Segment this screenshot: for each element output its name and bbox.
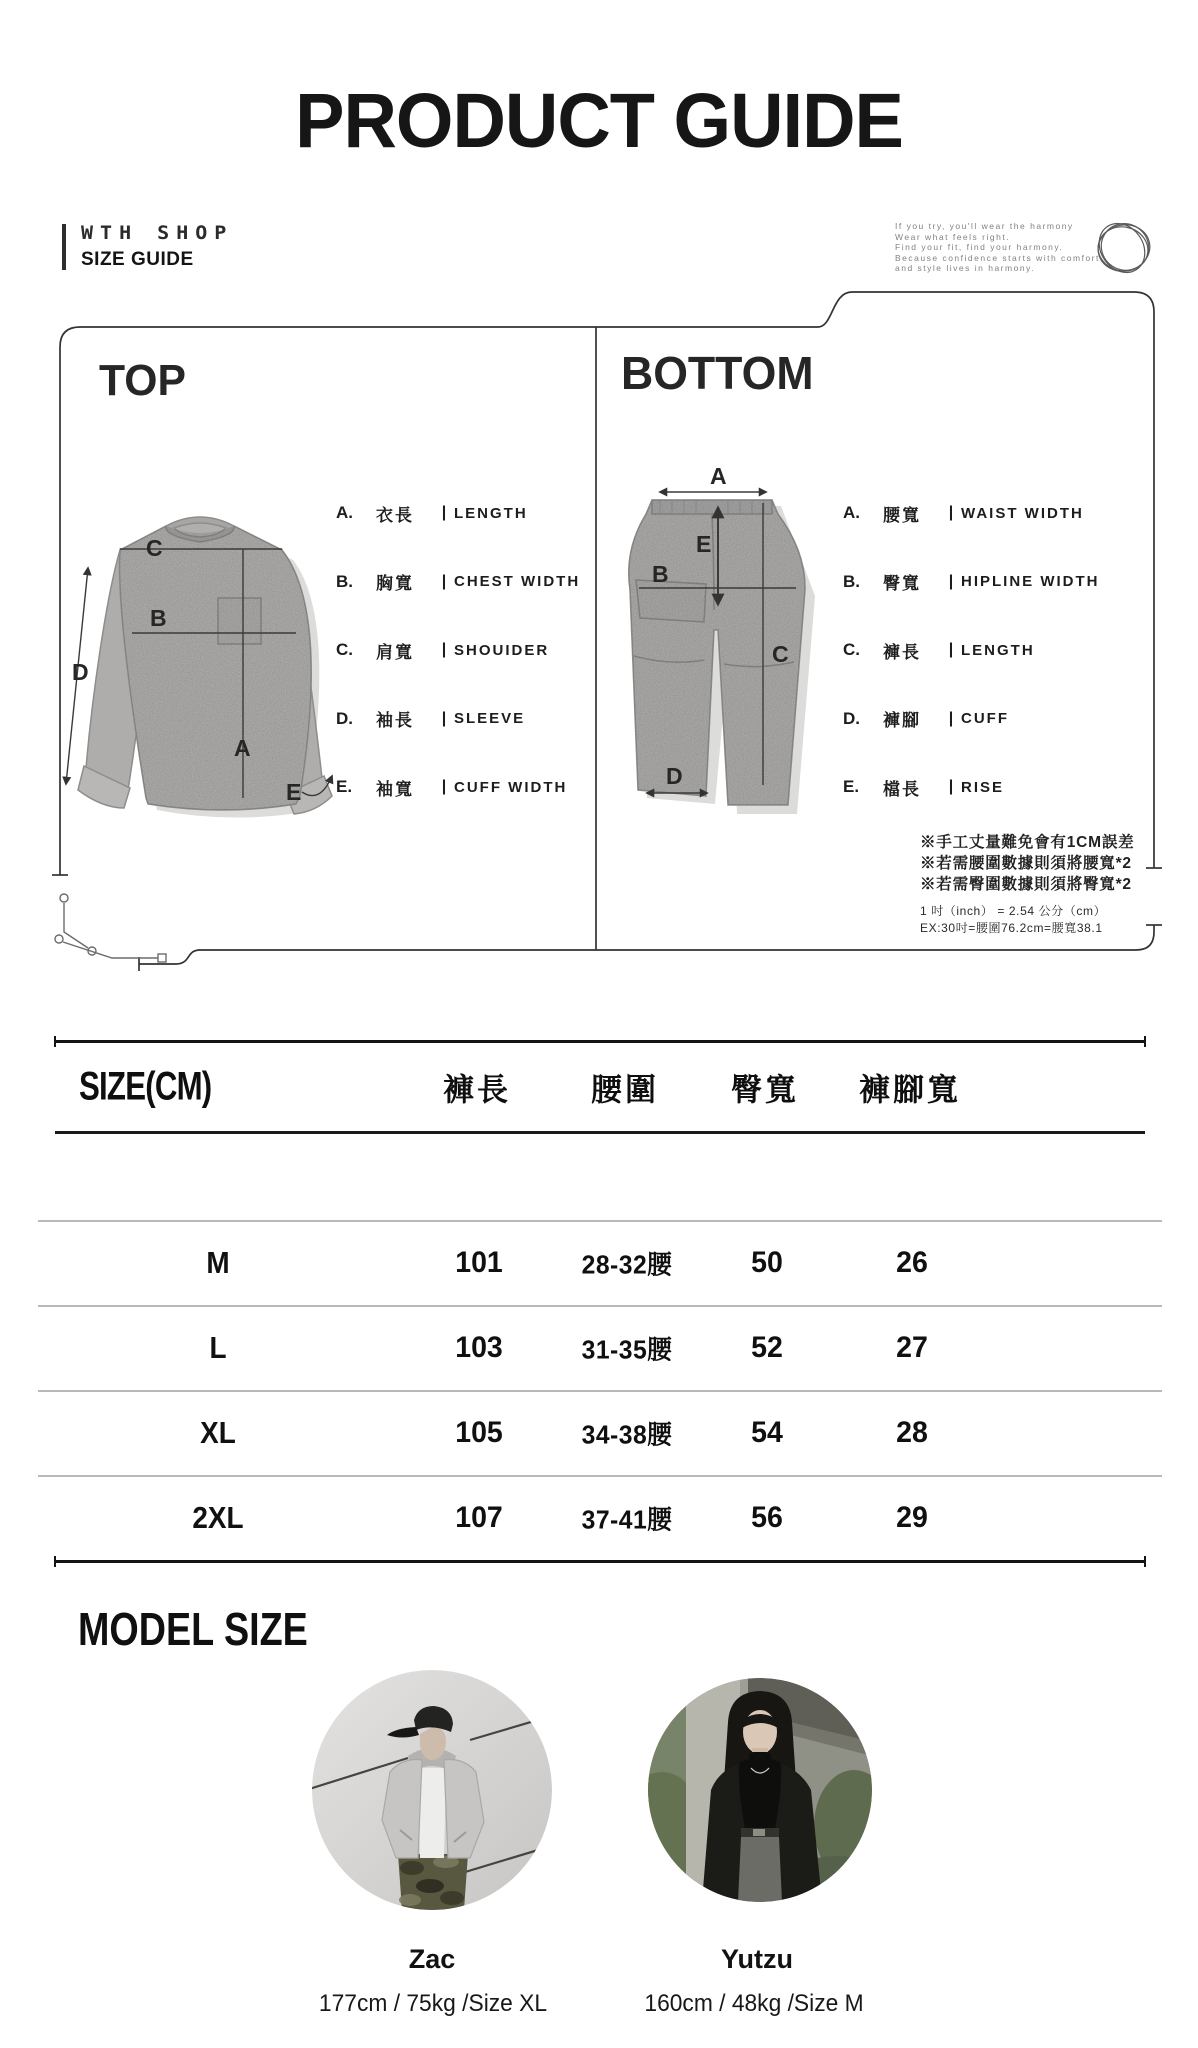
shirt-diagram	[58, 478, 342, 822]
conversion-line: EX:30吋=腰圍76.2cm=腰寬38.1	[920, 920, 1103, 935]
shirt-letter-c: C	[146, 535, 163, 561]
table-row	[55, 1307, 1145, 1390]
cell-size: L	[209, 1330, 227, 1365]
measure-label-en: LENGTH	[961, 641, 1035, 659]
cell-length: 107	[455, 1501, 503, 1534]
top-measure-list	[336, 479, 580, 822]
tagline-line: and style lives in harmony.	[895, 263, 1036, 274]
cell-cuff: 29	[896, 1501, 928, 1534]
pants-letter-a: A	[710, 463, 727, 489]
header-size: SIZE(CM)	[79, 1064, 212, 1109]
cell-cuff: 27	[896, 1331, 928, 1364]
model-name-zac: Zac	[408, 1944, 456, 1974]
cell-hip: 54	[751, 1416, 783, 1449]
model-name-yutzu: Yutzu	[721, 1944, 793, 1974]
cell-length: 103	[455, 1331, 503, 1364]
measure-label-en: RISE	[961, 778, 1005, 796]
cell-size: M	[206, 1245, 230, 1280]
measure-row	[336, 479, 580, 548]
header-hip: 臀寬	[731, 1072, 799, 1108]
measure-row	[336, 616, 580, 685]
measure-label-zh: 袖寬	[376, 779, 414, 799]
pants-letter-b: B	[652, 561, 669, 587]
table-header-row	[55, 1043, 1145, 1131]
measure-letter: C.	[336, 640, 353, 660]
measure-divider: |	[948, 778, 954, 796]
measure-row	[843, 479, 1100, 548]
brand-name: WTH SHOP	[81, 221, 234, 244]
tagline-line: Wear what feels right.	[895, 231, 1011, 242]
size-table	[55, 1040, 1145, 1563]
pants-letter-c: C	[772, 641, 789, 667]
note-line: ※若需腰圍數據則須將腰寬*2	[920, 855, 1132, 872]
shirt-letter-b: B	[150, 605, 167, 631]
measure-row	[843, 685, 1100, 754]
top-panel-title: TOP	[99, 356, 186, 405]
tagline-line: Find your fit, find your harmony.	[895, 242, 1064, 253]
model-photo-yutzu	[648, 1678, 872, 1902]
measure-letter: B.	[843, 571, 860, 591]
cell-cuff: 26	[896, 1246, 928, 1279]
measure-label-zh: 衣長	[376, 505, 414, 525]
measure-label-en: SHOUIDER	[454, 641, 550, 659]
measure-row	[336, 548, 580, 617]
brand-accent-bar	[62, 224, 66, 270]
shirt-letter-e: E	[286, 779, 302, 805]
table-spacer	[55, 1134, 1145, 1220]
table-bottom-rule	[55, 1560, 1145, 1563]
cell-hip: 52	[751, 1331, 783, 1364]
cell-length: 101	[455, 1246, 503, 1279]
measure-label-zh: 袖長	[376, 711, 414, 731]
table-body	[55, 1220, 1145, 1560]
measure-divider: |	[948, 504, 954, 522]
cell-length: 105	[455, 1416, 503, 1449]
shirt-letter-a: A	[234, 735, 251, 761]
measure-row	[843, 616, 1100, 685]
measure-row	[843, 548, 1100, 617]
inch-conversion-note	[920, 903, 1106, 936]
note-line: ※若需臀圍數據則須將臀寬*2	[920, 876, 1132, 893]
conversion-line: 1 吋（inch） = 2.54 公分（cm）	[920, 904, 1107, 918]
measure-divider: |	[441, 572, 447, 590]
tagline-line: Because confidence starts with comfort	[895, 252, 1100, 263]
measure-letter: E.	[843, 777, 860, 797]
model-spec-zac: 177cm / 75kg /Size XL	[318, 1990, 548, 2017]
brand-tagline	[895, 221, 1100, 274]
shirt-letter-d: D	[72, 659, 89, 685]
measure-label-en: HIPLINE WIDTH	[961, 573, 1100, 591]
header-length: 褲長	[443, 1072, 511, 1108]
cell-hip: 56	[751, 1501, 783, 1534]
table-row	[55, 1222, 1145, 1305]
header-waist: 腰圍	[591, 1072, 659, 1108]
page-title: PRODUCT GUIDE	[295, 77, 903, 164]
table-row	[55, 1392, 1145, 1475]
measure-label-en: CUFF WIDTH	[454, 778, 568, 796]
pants-letter-e: E	[696, 531, 712, 557]
header-cuff: 褲腳寬	[859, 1072, 961, 1108]
cell-waist: 31-35腰	[581, 1334, 673, 1365]
measurement-notes	[920, 832, 1134, 895]
measure-label-en: CUFF	[961, 710, 1009, 728]
table-row	[55, 1477, 1145, 1560]
bottom-panel-title: BOTTOM	[621, 347, 814, 399]
cell-cuff: 28	[896, 1416, 928, 1449]
tagline-line: If you try, you'll wear the harmony	[895, 221, 1074, 231]
model-size-title: MODEL SIZE	[78, 1603, 308, 1655]
measure-row	[843, 753, 1100, 822]
measure-letter: C.	[843, 640, 860, 660]
cell-hip: 50	[751, 1246, 783, 1279]
measure-divider: |	[948, 709, 954, 727]
pants-letter-d: D	[666, 763, 683, 789]
measure-letter: B.	[336, 571, 353, 591]
measure-label-zh: 檔長	[883, 779, 921, 799]
measure-divider: |	[441, 504, 447, 522]
measure-row	[336, 753, 580, 822]
measure-divider: |	[948, 572, 954, 590]
measure-label-zh: 胸寬	[376, 574, 414, 594]
measure-divider: |	[441, 641, 447, 659]
cell-waist: 34-38腰	[581, 1419, 673, 1450]
measure-label-en: LENGTH	[454, 504, 528, 522]
measure-letter: A.	[843, 503, 860, 523]
measure-divider: |	[948, 641, 954, 659]
cell-waist: 37-41腰	[581, 1504, 673, 1535]
cell-size: 2XL	[192, 1500, 244, 1535]
model-spec-yutzu: 160cm / 48kg /Size M	[644, 1990, 864, 2017]
note-line: ※手工丈量難免會有1CM誤差	[920, 834, 1135, 851]
scribble-logo	[1090, 215, 1158, 282]
cell-size: XL	[200, 1415, 236, 1450]
model-photo-zac	[312, 1670, 552, 1910]
measure-divider: |	[441, 709, 447, 727]
size-guide-label: SIZE GUIDE	[81, 249, 194, 270]
measure-label-zh: 臀寬	[883, 574, 921, 594]
measure-label-zh: 褲長	[883, 642, 921, 662]
measure-letter: E.	[336, 777, 353, 797]
pants-diagram	[610, 460, 854, 820]
measure-row	[336, 685, 580, 754]
measure-label-zh: 肩寬	[376, 642, 414, 662]
measure-label-en: WAIST WIDTH	[961, 504, 1084, 522]
measure-divider: |	[441, 778, 447, 796]
circuit-decoration	[55, 894, 166, 962]
cell-waist: 28-32腰	[581, 1249, 673, 1280]
bottom-measure-list	[843, 479, 1100, 822]
measure-letter: D.	[843, 708, 860, 728]
measure-label-en: CHEST WIDTH	[454, 573, 581, 591]
measure-label-zh: 腰寬	[883, 505, 921, 525]
measure-label-zh: 褲腳	[883, 711, 921, 731]
measure-label-en: SLEEVE	[454, 710, 526, 728]
measure-letter: A.	[336, 503, 353, 523]
measure-letter: D.	[336, 708, 353, 728]
